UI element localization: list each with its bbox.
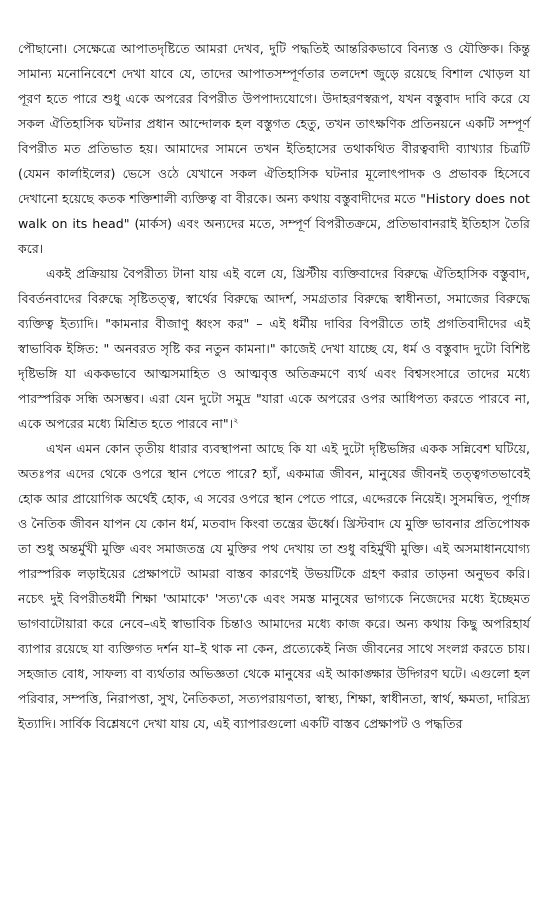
paragraph-3-text: এখন এমন কোন তৃতীয় ধারার ব্যবস্থাপনা আছে কি যা এই দুটো দৃষ্টিভঙ্গির একক সন্নিবেশ ঘটিয়ে, অতঃপর এদের থেকে ওপরে স্থান পেতে পারে? হ্যাঁ, একমাত্র জীবন, মানুষের জীবনই তত্ত্বগতভাবেই হোক আর প্রায়োগিক অর্থেই হোক, এ সবের ওপরে স্থান পেতে পারে, এদ্দেরকে নিয়েই। সুসমন্বিত, পূর্ণাঙ্গ ও নৈতিক জীবন যাপন যে কোন ধর্ম, মতবাদ কিংবা তন্ত্রের ঊর্ধ্বে। খ্রিস্টবাদ যে মুক্তি ভাবনার প্রতিপোষক তা শুধু অন্তর্মুখী মুক্তি এবং সমাজতন্ত্র যে মুক্তির পথ দেখায় তা শুধু বহির্মুখী মুক্তি। এই অসমাধানযোগ্য পারস্পরিক লড়াইয়ের প্রেক্ষাপটে আমরা বাস্তব কারণেই উভয়টিকে গ্রহণ করার তাড়না অনুভব করি। নচেৎ দুই বিপরীতধর্মী শিক্ষা 'আমাকে' 'সত্য'কে এবং সমস্ত মানুষের ভাগ্যকে নিজেদের মধ্যে ইচ্ছেমত ভাগবাটোয়ারা করে নেবে–এই স্বাভাবিক চিন্তাও আমাদের মধ্যে কাজ করে। অন্য কথায় কিছু অপরিহার্য ব্যাপার রয়েছে যা ব্যক্তিগত দর্শন যা–ই থাক না কেন, প্রত্যেকেই নিজ জীবনের সাথে সংলগ্ন করতে চায়। সহজাত বোধ, সাফল্য বা ব্যর্থতার অভিজ্ঞতা থেকে মানুষের এই আকাঙ্ক্ষার উদ্গিরণ ঘটে। এগুলো হল পরিবার, সম্পত্তি, নিরাপত্তা, সুখ, নৈতিকতা, সত্যপরায়ণতা, স্বাস্থ্য, শিক্ষা, স্বাধীনতা, স্বার্থ, ক্ষমতা, দারিদ্র্য ইত্যাদি। সার্বিক বিশ্লেষণে দেখা যায় যে, এই ব্যাপারগুলো একটি বাস্তব প্রেক্ষাপট ও পদ্ধতির: [18, 441, 530, 731]
paragraph-1-text: পৌছানো। সেক্ষেত্রে আপাতদৃষ্টিতে আমরা দেখব, দুটি পদ্ধতিই আন্তরিকভাবে বিন্যস্ত ও যৌক্তিক। কিন্তু সামান্য মনোনিবেশে দেখা যাবে যে, তাদের আপাতসম্পূর্ণতার তলদেশ জুড়ে রয়েছে বিশাল খোড়ল যা পূরণ হতে পারে শুধু একে অপরের বিপরীত উপপাদ্যযোগে। উদাহরণস্বরূপ, যখন বস্তুবাদ দাবি করে যে সকল ঐতিহাসিক ঘটনার প্রধান আন্দোলক হল বস্তুগত হেতু, তখন তাৎক্ষণিক প্রতিনয়নে একটি সম্পূর্ণ বিপরীত মত প্রতিভাত হয়। আমাদের সামনে তখন ইতিহাসের তথাকথিত বীরত্ববাদী ব্যাখ্যার চিত্রটি (যেমন কার্লাইলের) ভেসে ওঠে যেখানে সকল ঐতিহাসিক ঘটনার মূলোৎপাদক ও প্রভাবক হিসেবে দেখানো হয়েছে কতক শক্তিশালী ব্যক্তিত্ব বা বীরকে। অন্য কথায় বস্তুবাদীদের মতে "History does not walk on its head" (মার্কস) এবং অন্যদের মতে, সম্পূর্ণ বিপরীতক্রমে, প্রতিভাবানরাই ইতিহাস তৈরি করে।: [18, 41, 530, 256]
footnote-marker: ২: [233, 415, 239, 425]
paragraph-1: [18, 36, 530, 261]
document-page: [18, 36, 530, 736]
paragraph-2: [18, 261, 530, 436]
paragraph-2-text: একই প্রক্রিয়ায় বৈপরীত্য টানা যায় এই বলে যে, খ্রিস্টীয় ব্যক্তিবাদের বিরুদ্ধে ঐতিহাসিক বস্তুবাদ, বিবর্তনবাদের বিরুদ্ধে সৃষ্টিতত্ত্ব, স্বার্থের বিরুদ্ধে আদর্শ, সমগ্রতার বিরুদ্ধে স্বাধীনতা, সমাজের বিরুদ্ধে ব্যক্তিত্ব ইত্যাদি। "কামনার বীজাণু ধ্বংস কর" – এই ধর্মীয় দাবির বিপরীতে তাই প্রগতিবাদীদের এই স্বাভাবিক ইঙ্গিত: " অনবরত সৃষ্টি কর নতুন কামনা।" কাজেই দেখা যাচ্ছে যে, ধর্ম ও বস্তুবাদ দুটো বিশিষ্ট দৃষ্টিভঙ্গি যা এককভাবে আত্মসমাহিত ও আত্মবৃত্ত অতিক্রমণে ব্যর্থ এবং বিশ্বসংসারে তাদের মধ্যে পারস্পরিক সন্ধি অসম্ভব। এরা যেন দুটো সমুদ্র "যারা একে অপরের ওপর আধিপত্য করতে পারবে না, একে অপরের মধ্যে মিশ্রিত হতে পারবে না"।: [18, 266, 530, 431]
paragraph-3: [18, 436, 530, 736]
